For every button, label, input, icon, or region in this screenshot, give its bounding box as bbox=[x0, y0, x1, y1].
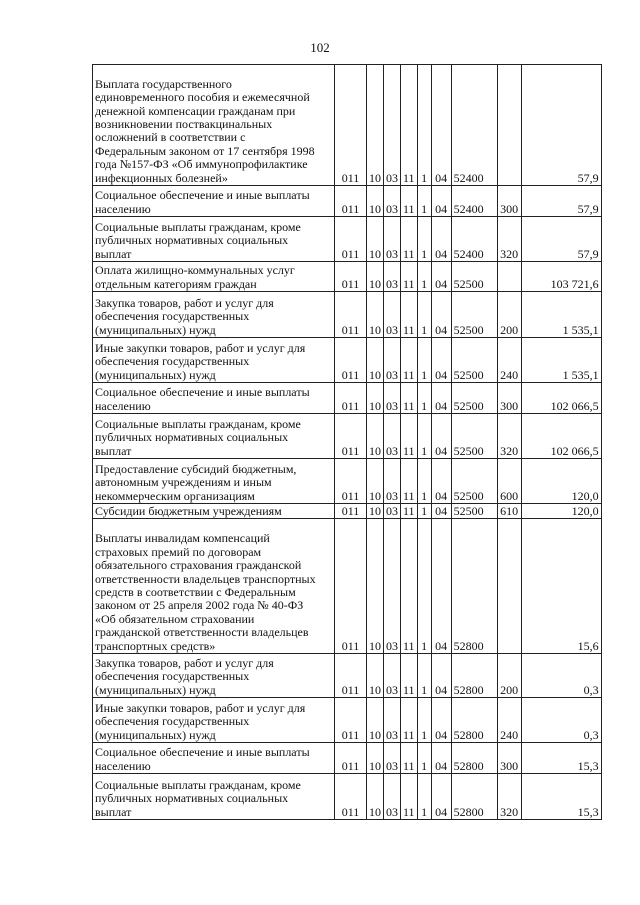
table-row bbox=[93, 774, 602, 820]
expense-type-cell bbox=[497, 519, 521, 654]
item-name-cell bbox=[93, 459, 335, 504]
section-code-cell: 10 bbox=[367, 262, 384, 292]
subprogram-code-cell: 1 bbox=[417, 519, 431, 654]
program-code-cell: 11 bbox=[401, 459, 418, 504]
section-code-cell: 10 bbox=[367, 414, 384, 459]
ministry-code-cell: 011 bbox=[335, 519, 367, 654]
item-name-line: Социальное обеспечение и иные выплаты bbox=[95, 188, 310, 203]
event-code-cell: 04 bbox=[431, 743, 451, 774]
ministry-code-cell: 011 bbox=[335, 774, 367, 820]
table-row bbox=[93, 217, 602, 262]
subsection-code-cell: 03 bbox=[384, 292, 401, 338]
section-code-cell: 10 bbox=[367, 743, 384, 774]
table-row bbox=[93, 519, 602, 654]
amount-cell: 15,3 bbox=[521, 774, 601, 820]
program-code-cell: 11 bbox=[401, 743, 418, 774]
program-code-cell: 11 bbox=[401, 383, 418, 414]
program-code-cell: 11 bbox=[401, 338, 418, 383]
item-name-cell bbox=[93, 504, 335, 519]
table-row bbox=[93, 338, 602, 383]
expense-type-cell: 300 bbox=[497, 383, 521, 414]
ministry-code-cell: 011 bbox=[335, 186, 367, 217]
program-code-cell: 11 bbox=[401, 504, 418, 519]
item-name-line: года №157-ФЗ «Об иммунопрофилактике bbox=[95, 157, 308, 172]
subprogram-code-cell: 1 bbox=[417, 186, 431, 217]
subsection-code-cell: 03 bbox=[384, 414, 401, 459]
amount-cell: 1 535,1 bbox=[521, 292, 601, 338]
expense-type-cell: 320 bbox=[497, 414, 521, 459]
item-name-line: населению bbox=[95, 758, 151, 773]
program-code-cell: 11 bbox=[401, 414, 418, 459]
item-name-line: гражданской ответственности владельцев bbox=[95, 625, 309, 640]
event-code-cell: 04 bbox=[431, 338, 451, 383]
event-code-cell: 04 bbox=[431, 65, 451, 186]
amount-cell: 57,9 bbox=[521, 186, 601, 217]
amount-cell: 0,3 bbox=[521, 654, 601, 698]
section-code-cell: 10 bbox=[367, 774, 384, 820]
ministry-code-cell: 011 bbox=[335, 292, 367, 338]
item-name-cell bbox=[93, 519, 335, 654]
item-name-line: ответственности владельцев транспортных bbox=[95, 571, 316, 586]
item-name-line: законом от 25 апреля 2002 года № 40-ФЗ bbox=[95, 598, 304, 613]
item-name-line: Социальные выплаты гражданам, кроме bbox=[95, 777, 301, 792]
item-name-line: (муниципальных) нужд bbox=[95, 322, 216, 337]
section-code-cell: 10 bbox=[367, 519, 384, 654]
program-code-cell: 11 bbox=[401, 262, 418, 292]
program-code-cell: 11 bbox=[401, 217, 418, 262]
ministry-code-cell: 011 bbox=[335, 217, 367, 262]
item-name-line: населению bbox=[95, 398, 151, 413]
section-code-cell: 10 bbox=[367, 504, 384, 519]
direction-code-cell: 52500 bbox=[451, 292, 497, 338]
item-name-cell bbox=[93, 292, 335, 338]
item-name-line: осложнений в соответствии с bbox=[95, 130, 246, 145]
item-name-line: Оплата жилищно-коммунальных услуг bbox=[95, 263, 295, 278]
table-row bbox=[93, 65, 602, 186]
item-name-line: обеспечения государственных bbox=[95, 354, 250, 369]
table-row bbox=[93, 698, 602, 743]
item-name-line: публичных нормативных социальных bbox=[95, 233, 289, 248]
expense-type-cell: 300 bbox=[497, 186, 521, 217]
item-name-line: населению bbox=[95, 201, 151, 216]
program-code-cell: 11 bbox=[401, 698, 418, 743]
subprogram-code-cell: 1 bbox=[417, 774, 431, 820]
table-row bbox=[93, 383, 602, 414]
direction-code-cell: 52800 bbox=[451, 698, 497, 743]
table-row bbox=[93, 743, 602, 774]
item-name-cell bbox=[93, 698, 335, 743]
subsection-code-cell: 03 bbox=[384, 519, 401, 654]
table-row bbox=[93, 292, 602, 338]
program-code-cell: 11 bbox=[401, 186, 418, 217]
section-code-cell: 10 bbox=[367, 459, 384, 504]
ministry-code-cell: 011 bbox=[335, 654, 367, 698]
expense-type-cell: 600 bbox=[497, 459, 521, 504]
event-code-cell: 04 bbox=[431, 504, 451, 519]
section-code-cell: 10 bbox=[367, 65, 384, 186]
amount-cell: 1 535,1 bbox=[521, 338, 601, 383]
subprogram-code-cell: 1 bbox=[417, 383, 431, 414]
item-name-line: Выплаты инвалидам компенсаций bbox=[95, 531, 270, 546]
ministry-code-cell: 011 bbox=[335, 65, 367, 186]
item-name-line: средств в соответствии с Федеральным bbox=[95, 584, 296, 599]
direction-code-cell: 52500 bbox=[451, 383, 497, 414]
expense-type-cell: 240 bbox=[497, 338, 521, 383]
item-name-line: Закупка товаров, работ и услуг для bbox=[95, 655, 274, 670]
event-code-cell: 04 bbox=[431, 414, 451, 459]
item-name-line: отдельным категориям граждан bbox=[95, 276, 257, 291]
expense-type-cell bbox=[497, 65, 521, 186]
section-code-cell: 10 bbox=[367, 186, 384, 217]
item-name-line: Предоставление субсидий бюджетным, bbox=[95, 461, 297, 476]
item-name-line: инфекционных болезней» bbox=[95, 170, 228, 185]
item-name-line: транспортных средств» bbox=[95, 638, 216, 653]
item-name-line: возникновении поствакцинальных bbox=[95, 116, 273, 131]
event-code-cell: 04 bbox=[431, 774, 451, 820]
table-row bbox=[93, 504, 602, 519]
direction-code-cell: 52500 bbox=[451, 414, 497, 459]
item-name-line: публичных нормативных социальных bbox=[95, 791, 289, 806]
direction-code-cell: 52400 bbox=[451, 65, 497, 186]
item-name-line: некоммерческим организациям bbox=[95, 488, 255, 503]
ministry-code-cell: 011 bbox=[335, 504, 367, 519]
direction-code-cell: 52500 bbox=[451, 338, 497, 383]
direction-code-cell: 52400 bbox=[451, 217, 497, 262]
subprogram-code-cell: 1 bbox=[417, 504, 431, 519]
subprogram-code-cell: 1 bbox=[417, 414, 431, 459]
subsection-code-cell: 03 bbox=[384, 186, 401, 217]
subprogram-code-cell: 1 bbox=[417, 292, 431, 338]
expense-type-cell: 320 bbox=[497, 217, 521, 262]
subsection-code-cell: 03 bbox=[384, 504, 401, 519]
subprogram-code-cell: 1 bbox=[417, 743, 431, 774]
section-code-cell: 10 bbox=[367, 338, 384, 383]
table-row bbox=[93, 186, 602, 217]
amount-cell: 102 066,5 bbox=[521, 414, 601, 459]
item-name-cell bbox=[93, 262, 335, 292]
item-name-line: выплат bbox=[95, 804, 132, 819]
item-name-line: Закупка товаров, работ и услуг для bbox=[95, 295, 274, 310]
subprogram-code-cell: 1 bbox=[417, 459, 431, 504]
ministry-code-cell: 011 bbox=[335, 338, 367, 383]
subsection-code-cell: 03 bbox=[384, 774, 401, 820]
item-name-line: Социальные выплаты гражданам, кроме bbox=[95, 416, 301, 431]
item-name-line: автономным учреждениям и иным bbox=[95, 475, 272, 490]
item-name-line: «Об обязательном страховании bbox=[95, 611, 255, 626]
item-name-line: единовременного пособия и ежемесячной bbox=[95, 90, 310, 105]
item-name-line: (муниципальных) нужд bbox=[95, 682, 216, 697]
section-code-cell: 10 bbox=[367, 292, 384, 338]
direction-code-cell: 52800 bbox=[451, 774, 497, 820]
event-code-cell: 04 bbox=[431, 186, 451, 217]
event-code-cell: 04 bbox=[431, 519, 451, 654]
item-name-cell bbox=[93, 414, 335, 459]
direction-code-cell: 52500 bbox=[451, 262, 497, 292]
subsection-code-cell: 03 bbox=[384, 459, 401, 504]
subsection-code-cell: 03 bbox=[384, 383, 401, 414]
section-code-cell: 10 bbox=[367, 383, 384, 414]
subprogram-code-cell: 1 bbox=[417, 698, 431, 743]
item-name-line: Выплата государственного bbox=[95, 76, 232, 91]
direction-code-cell: 52800 bbox=[451, 743, 497, 774]
amount-cell: 57,9 bbox=[521, 65, 601, 186]
ministry-code-cell: 011 bbox=[335, 743, 367, 774]
section-code-cell: 10 bbox=[367, 698, 384, 743]
event-code-cell: 04 bbox=[431, 654, 451, 698]
item-name-line: Федеральным законом от 17 сентября 1998 bbox=[95, 143, 315, 158]
subprogram-code-cell: 1 bbox=[417, 338, 431, 383]
program-code-cell: 11 bbox=[401, 654, 418, 698]
table-body bbox=[93, 65, 602, 820]
item-name-line: (муниципальных) нужд bbox=[95, 727, 216, 742]
expense-type-cell: 200 bbox=[497, 292, 521, 338]
item-name-cell bbox=[93, 65, 335, 186]
subprogram-code-cell: 1 bbox=[417, 262, 431, 292]
program-code-cell: 11 bbox=[401, 65, 418, 186]
page-number: 102 bbox=[310, 40, 330, 55]
item-name-cell bbox=[93, 383, 335, 414]
item-name-line: Социальные выплаты гражданам, кроме bbox=[95, 219, 301, 234]
event-code-cell: 04 bbox=[431, 383, 451, 414]
expense-type-cell: 200 bbox=[497, 654, 521, 698]
item-name-line: денежной компенсации гражданам при bbox=[95, 103, 296, 118]
expense-type-cell: 320 bbox=[497, 774, 521, 820]
amount-cell: 15,3 bbox=[521, 743, 601, 774]
item-name-cell bbox=[93, 217, 335, 262]
direction-code-cell: 52500 bbox=[451, 504, 497, 519]
program-code-cell: 11 bbox=[401, 519, 418, 654]
ministry-code-cell: 011 bbox=[335, 383, 367, 414]
item-name-line: публичных нормативных социальных bbox=[95, 430, 289, 445]
ministry-code-cell: 011 bbox=[335, 414, 367, 459]
item-name-line: (муниципальных) нужд bbox=[95, 367, 216, 382]
event-code-cell: 04 bbox=[431, 698, 451, 743]
expense-type-cell bbox=[497, 262, 521, 292]
section-code-cell: 10 bbox=[367, 654, 384, 698]
item-name-line: Социальное обеспечение и иные выплаты bbox=[95, 745, 310, 760]
direction-code-cell: 52800 bbox=[451, 654, 497, 698]
item-name-cell bbox=[93, 186, 335, 217]
item-name-line: обеспечения государственных bbox=[95, 309, 250, 324]
program-code-cell: 11 bbox=[401, 774, 418, 820]
amount-cell: 120,0 bbox=[521, 504, 601, 519]
item-name-line: обеспечения государственных bbox=[95, 714, 250, 729]
direction-code-cell: 52500 bbox=[451, 459, 497, 504]
budget-table bbox=[92, 64, 602, 820]
item-name-line: Социальное обеспечение и иные выплаты bbox=[95, 385, 310, 400]
subsection-code-cell: 03 bbox=[384, 698, 401, 743]
item-name-line: Субсидии бюджетным учреждениям bbox=[95, 503, 282, 518]
item-name-line: выплат bbox=[95, 246, 132, 261]
item-name-line: Иные закупки товаров, работ и услуг для bbox=[95, 340, 306, 355]
item-name-cell bbox=[93, 743, 335, 774]
event-code-cell: 04 bbox=[431, 262, 451, 292]
amount-cell: 0,3 bbox=[521, 698, 601, 743]
section-code-cell: 10 bbox=[367, 217, 384, 262]
table-row bbox=[93, 262, 602, 292]
subprogram-code-cell: 1 bbox=[417, 217, 431, 262]
subsection-code-cell: 03 bbox=[384, 743, 401, 774]
ministry-code-cell: 011 bbox=[335, 262, 367, 292]
event-code-cell: 04 bbox=[431, 459, 451, 504]
subsection-code-cell: 03 bbox=[384, 338, 401, 383]
subsection-code-cell: 03 bbox=[384, 262, 401, 292]
subprogram-code-cell: 1 bbox=[417, 654, 431, 698]
item-name-line: обеспечения государственных bbox=[95, 669, 250, 684]
event-code-cell: 04 bbox=[431, 217, 451, 262]
item-name-line: страховых премий по договорам bbox=[95, 544, 262, 559]
item-name-line: выплат bbox=[95, 443, 132, 458]
expense-type-cell: 240 bbox=[497, 698, 521, 743]
item-name-cell bbox=[93, 338, 335, 383]
item-name-line: Иные закупки товаров, работ и услуг для bbox=[95, 700, 306, 715]
subsection-code-cell: 03 bbox=[384, 654, 401, 698]
event-code-cell: 04 bbox=[431, 292, 451, 338]
amount-cell: 103 721,6 bbox=[521, 262, 601, 292]
table-row bbox=[93, 654, 602, 698]
expense-type-cell: 300 bbox=[497, 743, 521, 774]
amount-cell: 102 066,5 bbox=[521, 383, 601, 414]
table-row bbox=[93, 459, 602, 504]
item-name-cell bbox=[93, 774, 335, 820]
ministry-code-cell: 011 bbox=[335, 459, 367, 504]
table-row bbox=[93, 414, 602, 459]
subsection-code-cell: 03 bbox=[384, 217, 401, 262]
subprogram-code-cell: 1 bbox=[417, 65, 431, 186]
direction-code-cell: 52400 bbox=[451, 186, 497, 217]
item-name-line: обязательного страхования гражданской bbox=[95, 558, 302, 573]
expense-type-cell: 610 bbox=[497, 504, 521, 519]
subsection-code-cell: 03 bbox=[384, 65, 401, 186]
ministry-code-cell: 011 bbox=[335, 698, 367, 743]
direction-code-cell: 52800 bbox=[451, 519, 497, 654]
amount-cell: 15,6 bbox=[521, 519, 601, 654]
amount-cell: 57,9 bbox=[521, 217, 601, 262]
amount-cell: 120,0 bbox=[521, 459, 601, 504]
item-name-cell bbox=[93, 654, 335, 698]
program-code-cell: 11 bbox=[401, 292, 418, 338]
